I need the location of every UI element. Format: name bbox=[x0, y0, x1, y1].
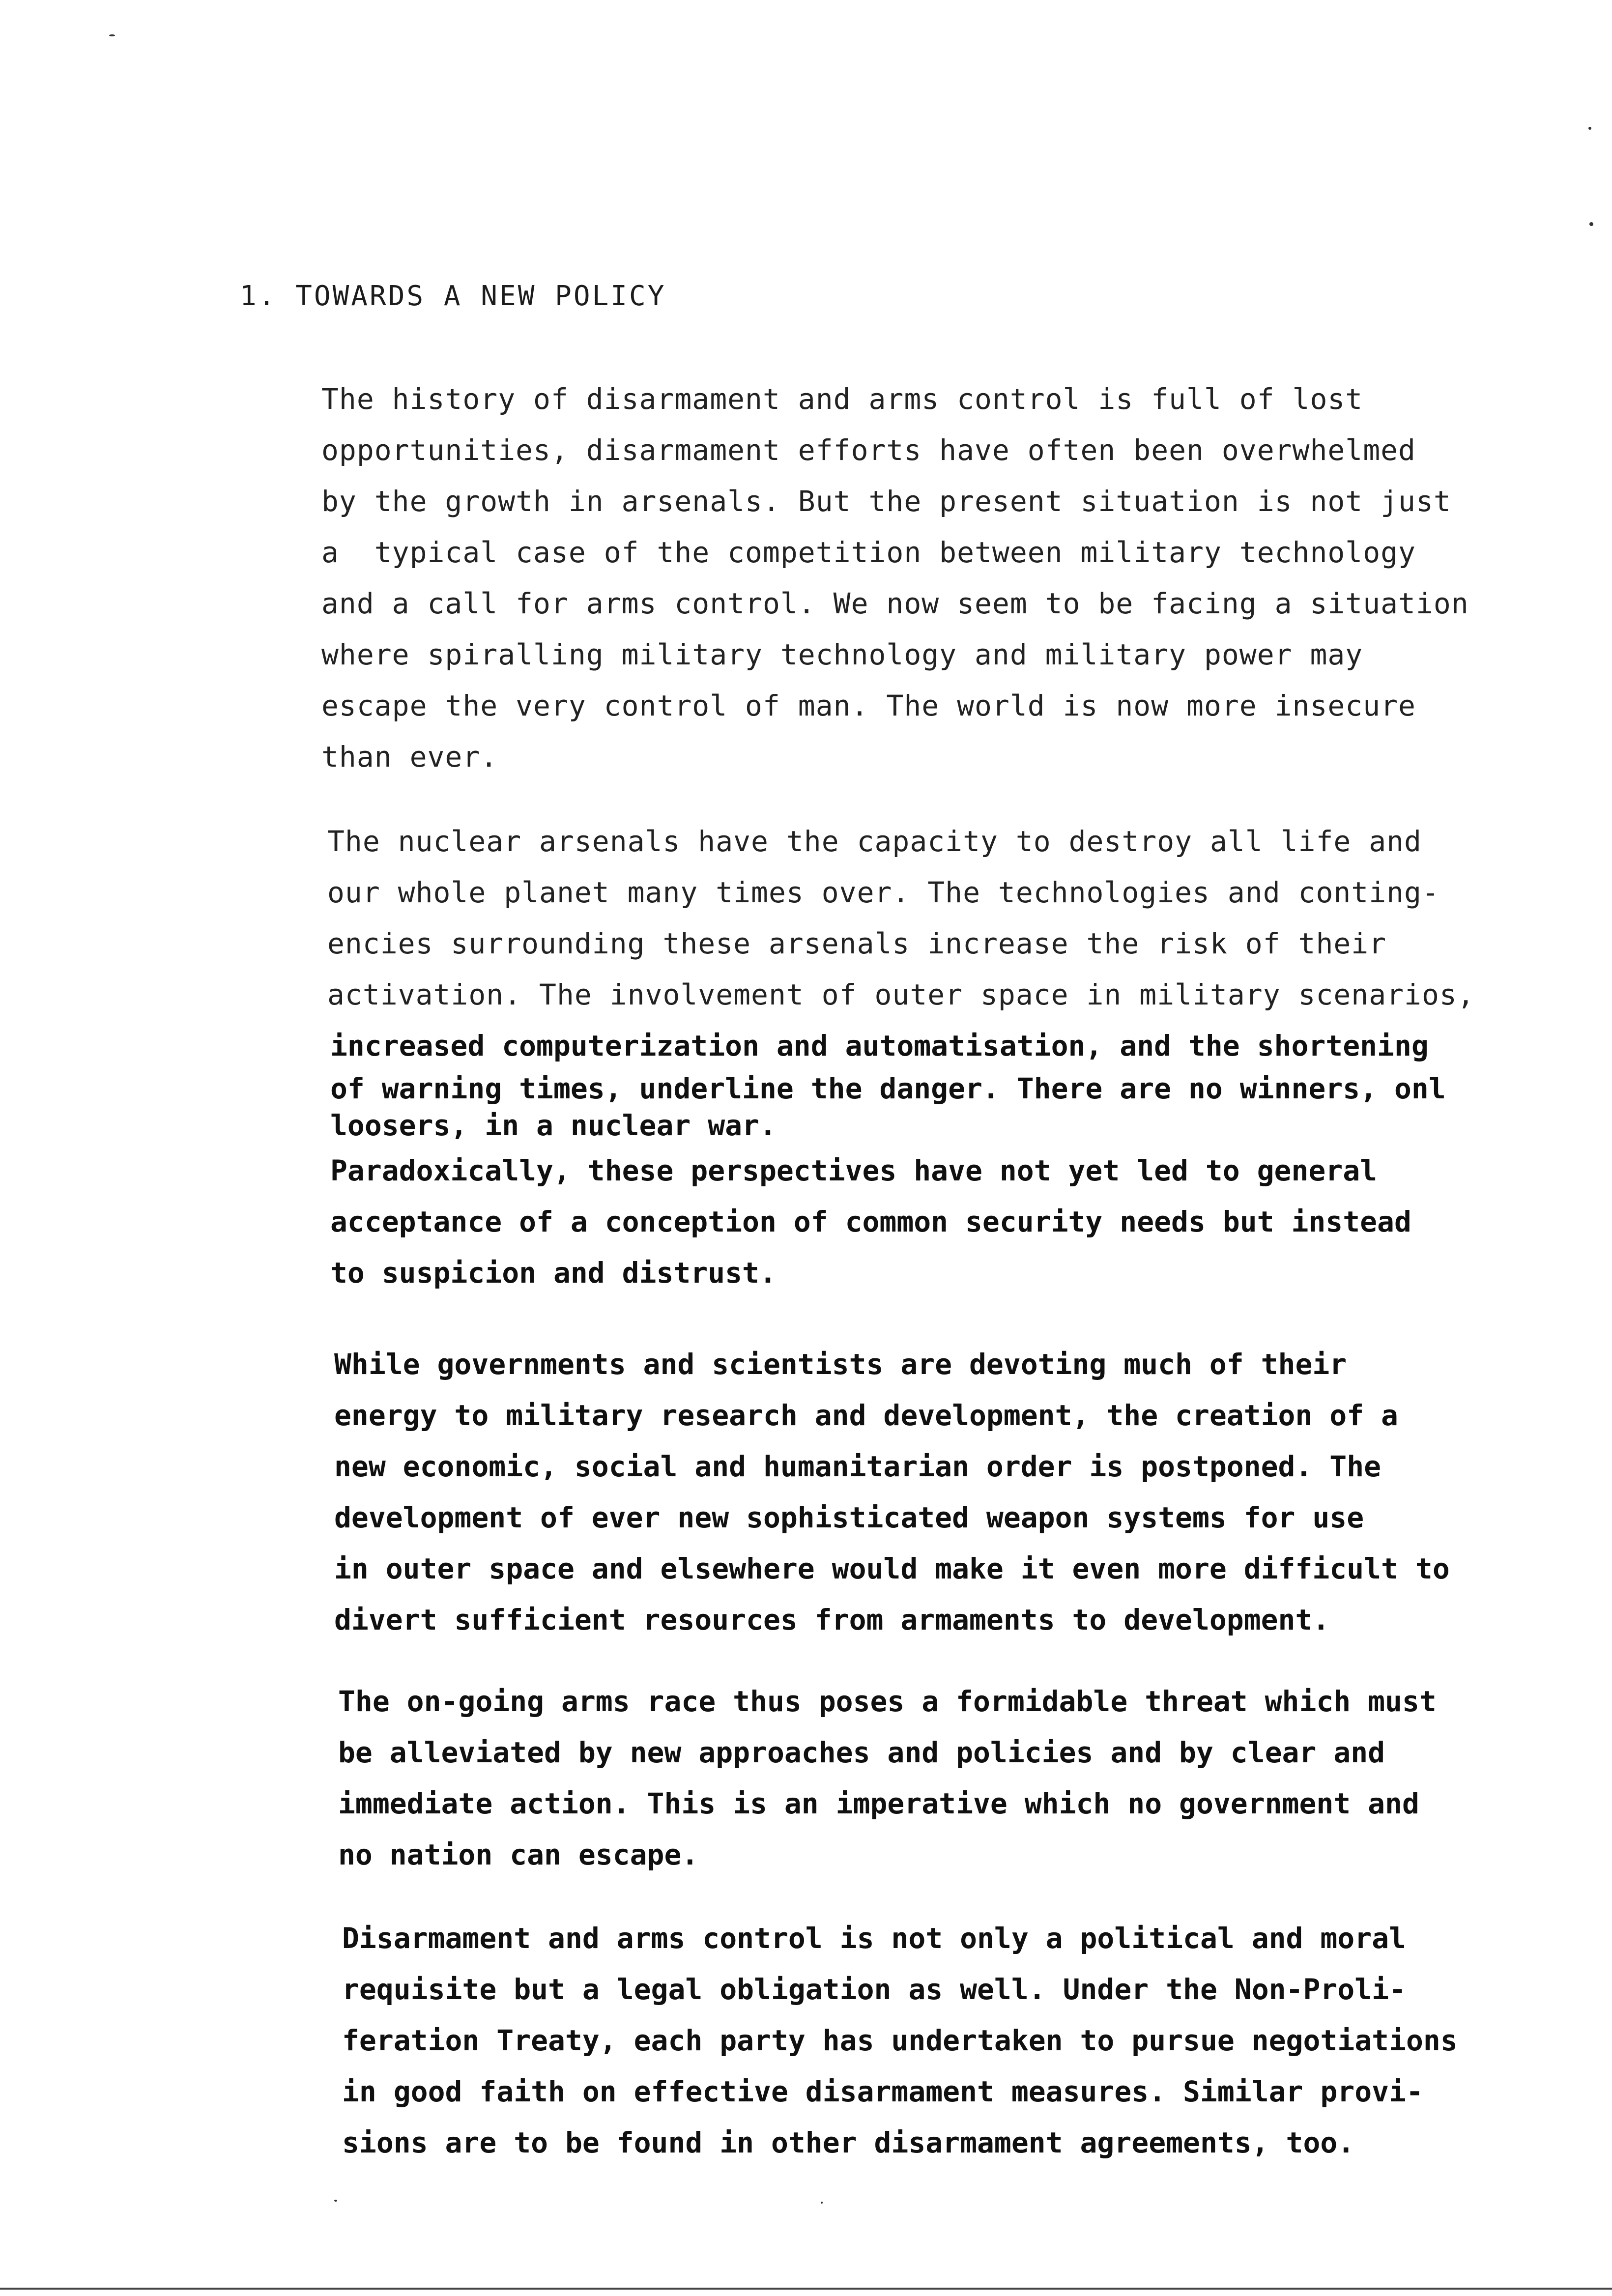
text-line: requisite but a legal obligation as well. Under the Non-Proli- bbox=[342, 1973, 1406, 2006]
text-line: While governments and scientists are devoting much of their bbox=[334, 1348, 1347, 1381]
page-bottom-edge bbox=[0, 2288, 1612, 2290]
text-line: be alleviated by new approaches and policies and by clear and bbox=[338, 1736, 1385, 1769]
scan-speck bbox=[821, 2202, 823, 2204]
text-line: opportunities, disarmament efforts have often been overwhelmed bbox=[321, 433, 1416, 467]
scan-speck bbox=[1589, 222, 1593, 226]
paragraph-3 bbox=[334, 1339, 1612, 1645]
text-line: and a call for arms control. We now seem to be facing a situation bbox=[321, 587, 1469, 620]
text-line: activation. The involvement of outer space in military scenarios, bbox=[327, 978, 1475, 1011]
text-line: than ever. bbox=[321, 740, 498, 774]
paragraph-4 bbox=[338, 1676, 1612, 1880]
text-line: in good faith on effective disarmament measures. Similar provi- bbox=[342, 2075, 1423, 2108]
text-line: of warning times, underline the danger. There are no winners, onl bbox=[330, 1072, 1446, 1105]
text-line: increased computerization and automatisation, and the shortening bbox=[330, 1029, 1429, 1062]
text-line: The on-going arms race thus poses a formidable threat which must bbox=[338, 1685, 1437, 1718]
text-line: to suspicion and distrust. bbox=[330, 1256, 777, 1290]
text-line: in outer space and elsewhere would make it even more difficult to bbox=[334, 1552, 1450, 1585]
scan-speck bbox=[1588, 127, 1591, 130]
text-line: our whole planet many times over. The technologies and conting- bbox=[327, 876, 1439, 909]
text-line: where spiralling military technology and military power may bbox=[321, 638, 1363, 671]
paragraph-1 bbox=[321, 373, 1599, 782]
text-line: feration Treaty, each party has undertaken to pursue negotiations bbox=[342, 2024, 1458, 2057]
text-line: escape the very control of man. The world is now more insecure bbox=[321, 689, 1416, 722]
text-line: a typical case of the competition between military technology bbox=[321, 536, 1416, 569]
text-line: new economic, social and humanitarian order is postponed. The bbox=[334, 1450, 1382, 1483]
scan-speck bbox=[334, 2200, 337, 2202]
text-line: energy to military research and development, the creation of a bbox=[334, 1399, 1398, 1432]
text-line: The history of disarmament and arms control is full of lost bbox=[321, 382, 1363, 416]
paragraph-5 bbox=[342, 1913, 1612, 2168]
text-line: loosers, in a nuclear war. bbox=[330, 1109, 777, 1142]
text-line: by the growth in arsenals. But the present situation is not just bbox=[321, 485, 1451, 518]
text-line: The nuclear arsenals have the capacity to destroy all life and bbox=[327, 825, 1422, 858]
text-line: divert sufficient resources from armaments to development. bbox=[334, 1603, 1330, 1636]
paragraph-2 bbox=[327, 816, 1605, 1020]
scan-speck bbox=[109, 34, 115, 36]
text-line: no nation can escape. bbox=[338, 1838, 699, 1871]
text-line: Disarmament and arms control is not only a political and moral bbox=[342, 1922, 1406, 1955]
text-line: Paradoxically, these perspectives have not yet led to general bbox=[330, 1154, 1378, 1187]
text-line: acceptance of a conception of common security needs but instead bbox=[330, 1205, 1411, 1238]
text-line: development of ever new sophisticated weapon systems for use bbox=[334, 1501, 1364, 1534]
text-line: sions are to be found in other disarmament agreements, too. bbox=[342, 2126, 1355, 2159]
section-heading: 1. TOWARDS A NEW POLICY bbox=[240, 280, 666, 312]
paragraph-2-continued bbox=[330, 1020, 1608, 1298]
text-line: immediate action. This is an imperative which no government and bbox=[338, 1787, 1419, 1820]
text-line: encies surrounding these arsenals increase the risk of their bbox=[327, 927, 1387, 960]
